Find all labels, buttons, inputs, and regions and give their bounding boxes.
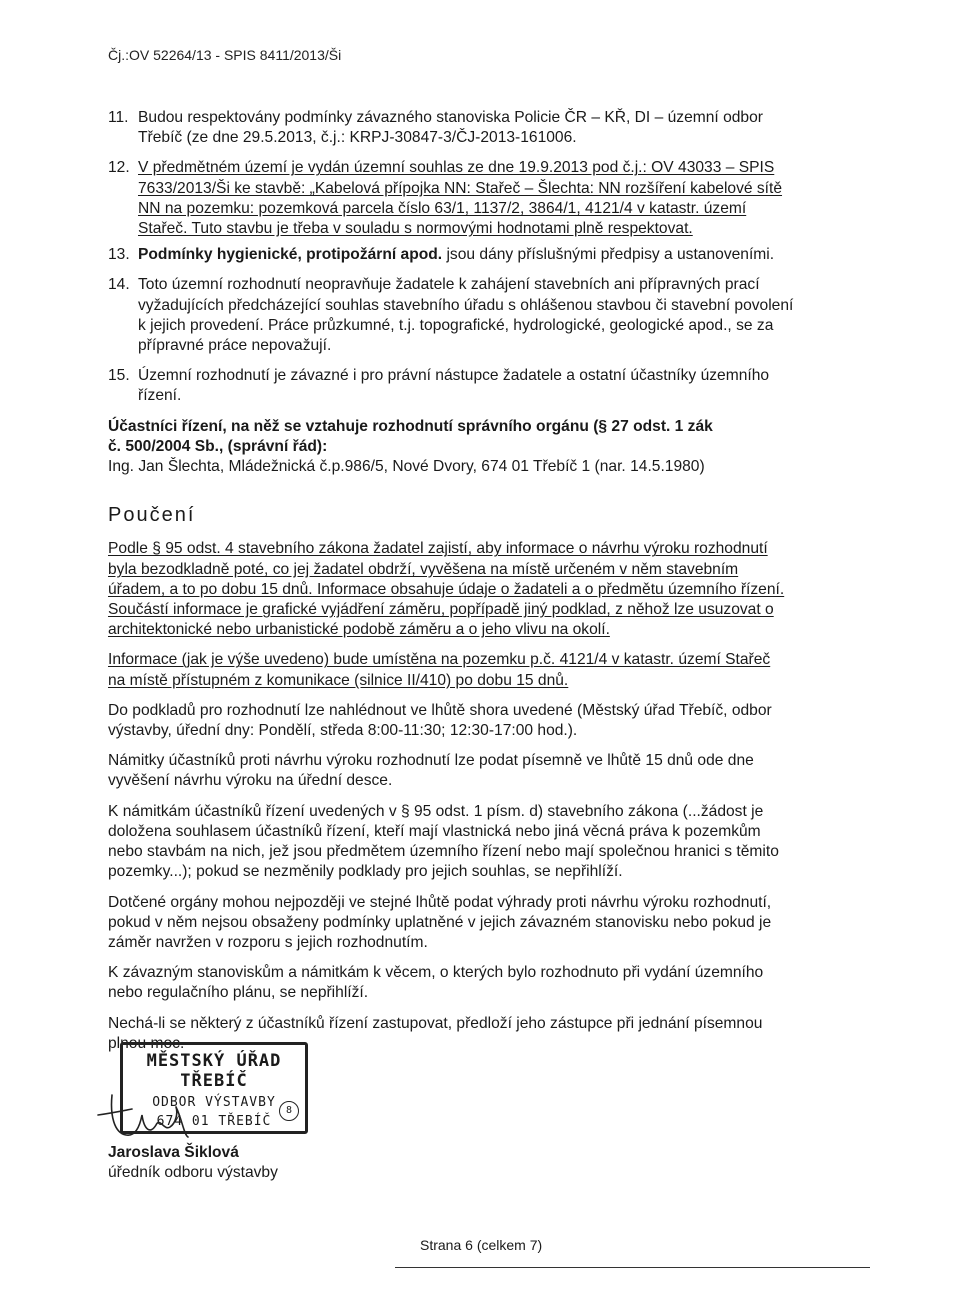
participants-heading: č. 500/2004 Sb., (správní řád): xyxy=(108,437,328,455)
item-line: Toto územní rozhodnutí neopravňuje žadatele k zahájení stavebních ani přípravných prací xyxy=(138,276,760,294)
notice-paragraph-2 xyxy=(108,650,848,690)
item-number: 14. xyxy=(108,276,130,294)
notice-line: Námitky účastníků proti návrhu výroku rozhodnutí lze podat písemně ve lhůtě 15 dnů ode dne xyxy=(108,752,754,770)
condition-item-12 xyxy=(108,158,848,239)
stamp-number: 8 xyxy=(279,1101,299,1121)
notice-line: výstavby, úřední dny: Pondělí, středa 8:00-11:30; 12:30-17:00 hod.). xyxy=(108,722,578,740)
signer-name: Jaroslava Šiklová xyxy=(108,1144,239,1161)
notice-line: doložena souhlasem účastníků řízení, kteří mají vlastnická nebo jiná věcná práva k pozemkům xyxy=(108,822,761,840)
item-line: Třebíč (ze dne 29.5.2013, č.j.: KRPJ-30847-3/ČJ-2013-161006. xyxy=(138,129,577,147)
notice-paragraph-1 xyxy=(108,539,848,640)
page-number: Strana 6 (celkem 7) xyxy=(420,1237,543,1253)
notice-line: Do podkladů pro rozhodnutí lze nahlédnout ve lhůtě shora uvedené (Městský úřad Třebíč, odbor xyxy=(108,701,772,719)
notice-line: K námitkám účastníků řízení uvedených v § 95 odst. 1 písm. d) stavebního zákona (...žádost je xyxy=(108,802,764,820)
item-line: přípravné práce nepovažují. xyxy=(138,337,332,355)
notice-line: na místě přístupném z komunikace (silnice II/410) po dobu 15 dnů. xyxy=(108,671,569,689)
item-line: vyžadujících předcházející souhlas stavebního úřadu s ohlášenou stavbou či stavební povolení xyxy=(138,296,794,314)
footer-divider xyxy=(395,1267,870,1268)
notice-line: Nechá-li se některý z účastníků řízení zastupovat, předloží jeho zástupce při jednání písemnou xyxy=(108,1014,763,1032)
item-number: 15. xyxy=(108,367,130,385)
notice-paragraph-7 xyxy=(108,963,848,1003)
participants-section xyxy=(108,417,848,478)
item-number: 12. xyxy=(108,159,130,177)
item-line: k jejich provedení. Práce průzkumné, t.j. topografické, hydrologické, geologické apod., se za xyxy=(138,316,774,334)
item-line: 7633/2013/Ši ke stavbě: „Kabelová přípojka NN: Stařeč – Šlechta: NN rozšíření kabelové sítě xyxy=(138,179,783,197)
document-body xyxy=(108,108,848,1054)
condition-item-11 xyxy=(108,108,848,148)
notice-line: byla bezodkladně poté, co jej žadatel obdrží, vyvěšena na místě určeném v něm stavebním xyxy=(108,560,739,578)
participant-name: Ing. Jan Šlechta, Mládežnická č.p.986/5, Nové Dvory, 674 01 Třebíč 1 (nar. 14.5.1980) xyxy=(108,458,705,476)
notice-line: architektonické nebo urbanistické podobě záměru a o jeho vlivu na okolí. xyxy=(108,621,610,639)
condition-item-15 xyxy=(108,366,848,406)
notice-line: plnou moc. xyxy=(108,1034,185,1052)
item-line: Územní rozhodnutí je závazné i pro právní nástupce žadatele a ostatní účastníky územního xyxy=(138,367,770,385)
participants-heading: Účastníci řízení, na něž se vztahuje rozhodnutí správního orgánu (§ 27 odst. 1 zák xyxy=(108,417,713,435)
reference-number: Čj.:OV 52264/13 - SPIS 8411/2013/Ši xyxy=(108,47,342,63)
notice-line: záměr navržen v rozporu s jejich rozhodnutím. xyxy=(108,933,428,951)
stamp-department: ODBOR VÝSTAVBY xyxy=(152,1095,276,1110)
notice-paragraph-3 xyxy=(108,701,848,741)
notice-line: nebo stavbám na nich, jež jsou předmětem územního řízení nebo mají společnou hranici s těmito xyxy=(108,843,779,861)
notice-paragraph-5 xyxy=(108,802,848,883)
notice-line: Informace (jak je výše uvedeno) bude umístěna na pozemku p.č. 4121/4 v katastr. území Stařeč xyxy=(108,651,771,669)
stamp-office-name: MĚSTSKÝ ÚŘAD TŘEBÍČ xyxy=(146,1051,282,1091)
notice-line: Podle § 95 odst. 4 stavebního zákona žadatel zajistí, aby informace o návrhu výroku rozhodnutí xyxy=(108,540,768,558)
item-line: Stařeč. Tuto stavbu je třeba v souladu s normovými hodnotami plně respektovat. xyxy=(138,220,693,238)
signer-block xyxy=(108,1143,278,1183)
notice-line: pozemky...); pokud se nezměnily podklady pro jejich souhlas, se nepřihlíží. xyxy=(108,863,623,881)
item-line: Budou respektovány podmínky závazného stanoviska Policie ČR – KŘ, DI – územní odbor xyxy=(138,109,763,126)
signer-title: úředník odboru výstavby xyxy=(108,1164,278,1181)
condition-item-13 xyxy=(108,245,848,265)
item-number: 13. xyxy=(108,246,130,264)
notice-paragraph-6 xyxy=(108,893,848,954)
notice-line: úřadem, a to po dobu 15 dnů. Informace obsahuje údaje o žadateli a o předmětu územního řízení. xyxy=(108,580,785,598)
notice-line: pokud v něm nejsou obsaženy podmínky uplatněné v jejich závazném stanovisku nebo pokud je xyxy=(108,913,772,931)
condition-item-14 xyxy=(108,275,848,356)
notice-line: Součástí informace je grafické vyjádření záměru, popřípadě jiný podklad, z něhož lze usuzovat o xyxy=(108,601,774,619)
handwritten-signature xyxy=(92,1085,212,1145)
item-line: řízení. xyxy=(138,387,182,405)
item-line: NN na pozemku: pozemková parcela číslo 63/1, 1137/2, 3864/1, 4121/4 v katastr. území xyxy=(138,199,747,217)
item-bold-text: Podmínky hygienické, protipožární apod. xyxy=(138,246,443,264)
notice-line: Dotčené orgány mohou nejpozději ve stejné lhůtě podat výhrady proti návrhu výroku rozhodnutí, xyxy=(108,893,772,911)
notice-paragraph-4 xyxy=(108,751,848,791)
item-line: V předmětném území je vydán územní souhlas ze dne 19.9.2013 pod č.j.: OV 43033 – SPIS xyxy=(138,159,775,177)
item-number: 11. xyxy=(108,109,129,126)
notice-line: vyvěšení návrhu výroku na úřední desce. xyxy=(108,772,393,790)
item-text: jsou dány příslušnými předpisy a ustanoveními. xyxy=(442,246,775,264)
stamp-address: 674 01 TŘEBÍČ xyxy=(156,1114,272,1129)
notice-line: K závazným stanoviskům a námitkám k věcem, o kterých bylo rozhodnuto při vydání územního xyxy=(108,964,764,982)
notice-title: Poučení xyxy=(108,504,196,527)
notice-line: nebo regulačního plánu, se nepřihlíží. xyxy=(108,984,369,1002)
